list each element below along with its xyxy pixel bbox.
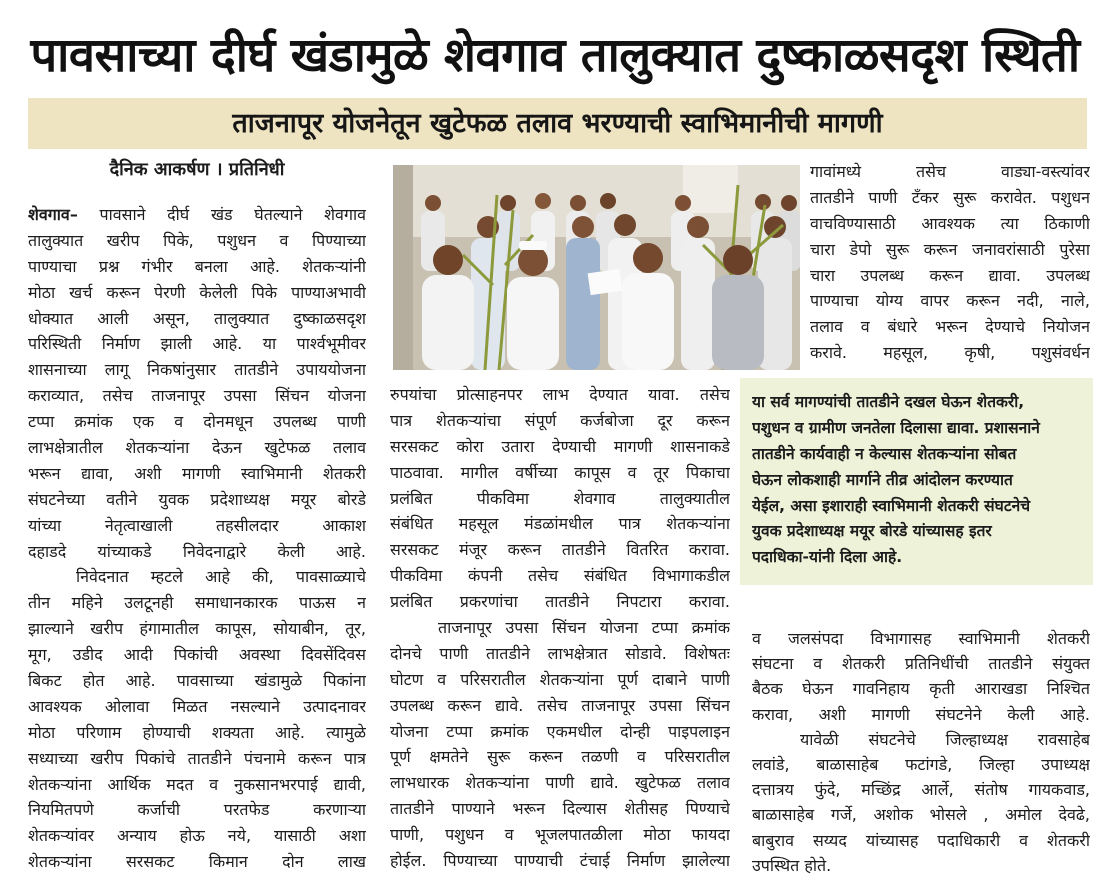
- article-paragraph: [28, 564, 366, 875]
- text-line: संबंधित महसूल मंडळांमधील पात्र शेतकऱ्यांना: [390, 514, 730, 534]
- text-line: झाल्याने खरीप हंगामातील कापूस, सोयाबीन, तूर,: [28, 619, 366, 639]
- text-line: मोठा खर्च करून पेरणी केलेली पिके पाण्याअभावी: [28, 282, 366, 302]
- text-line: रुपयांचा प्रोत्साहनपर लाभ देण्यात यावा. तसेच: [390, 385, 730, 404]
- text-line: सरसकट कोरा उतारा देण्याची मागणी शासनाकडे: [390, 436, 730, 456]
- column-3-bottom: [752, 626, 1090, 878]
- headline: पावसाच्या दीर्घ खंडामुळे शेवगाव तालुक्यात दुष्काळसदृश स्थिती: [30, 28, 1080, 83]
- text-line: शेतकऱ्यांना आर्थिक मदत व नुकसानभरपाई द्यावी,: [28, 774, 366, 794]
- highlight-box-text: [752, 390, 1083, 571]
- text-line: लाभक्षेत्रातील शेतकऱ्यांना देऊन खुटेफळ तलाव: [28, 438, 366, 458]
- text-line: करावा, अशी मागणी संघटनेने केली आहे.: [752, 704, 1090, 724]
- text-line: तातडीने पाणी टँकर सुरू करावेत. पशुधन: [810, 187, 1090, 207]
- text-line: बाबुराव सय्यद यांच्यासह पदाधिकारी व शेतकरी: [752, 830, 1090, 850]
- text-line: मूग, उडीद आदी पिकांची अवस्था दिवसेंदिवस: [28, 645, 366, 665]
- text-line: तलाव व बंधारे भरून देण्याचे नियोजन: [810, 317, 1090, 337]
- text-line: धोक्यात आली असून, तालुक्यात दुष्काळसदृश: [28, 308, 366, 328]
- text-line: करावे. महसूल, कृषी, पशुसंवर्धन: [810, 343, 1090, 363]
- article-paragraph: [752, 626, 1090, 727]
- text-line: दहाडदे यांच्याकडे निवेदनाद्वारे केली आहे.: [28, 541, 366, 561]
- article-paragraph: [752, 390, 1083, 571]
- text-line: तीन महिने उलटूनही समाधानकारक पाऊस न: [28, 593, 366, 613]
- dateline: शेवगाव–: [28, 205, 78, 224]
- text-line: येईल, असा इशाराही स्वाभिमानी शेतकरी संघटनेचे: [752, 496, 1031, 515]
- column-2: [390, 382, 730, 874]
- article-paragraph: [752, 727, 1090, 878]
- column-3-top: [810, 159, 1090, 366]
- text-line: पाठवावा. मागील वर्षीच्या कापूस व तूर पिकाचा: [390, 462, 730, 482]
- text-line: घोटण व परिसरातील शेतकऱ्यांना पूर्ण दाबाने पाणी: [390, 669, 730, 689]
- text-line: तालुक्यात खरीप पिके, पशुधन व पिण्याच्या: [28, 230, 366, 250]
- text-line: सध्याच्या खरीप पिकांचे तातडीने पंचनामे करून पात्र: [28, 748, 366, 768]
- text-line: प्रलंबित प्रकरणांचा तातडीने निपटारा करावा.: [390, 592, 730, 612]
- text-line: उपस्थित होते.: [752, 855, 832, 875]
- text-line: चारा उपलब्ध करून द्यावा. उपलब्ध: [810, 265, 1090, 285]
- news-photo-image: [393, 165, 800, 370]
- text-line: चारा डेपो सुरू करून जनावरांसाठी पुरेसा: [810, 239, 1090, 259]
- text-line: पदाधिका-यांनी दिला आहे.: [752, 548, 903, 567]
- article-paragraph: [810, 159, 1090, 366]
- text-line: भरून द्यावा, अशी मागणी स्वाभिमानी शेतकरी: [28, 463, 366, 483]
- text-line: या सर्व मागण्यांची तातडीने दखल घेऊन शेतकरी,: [752, 393, 1025, 411]
- text-line: शेतकऱ्यांवर अन्याय होऊ नये, यासाठी अशा: [28, 826, 366, 846]
- byline: दैनिक आकर्षण । प्रतिनिधी: [109, 159, 285, 180]
- text-line: गावांमध्ये तसेच वाड्या-वस्त्यांवर: [810, 162, 1090, 181]
- text-line: यांच्या नेतृत्वाखाली तहसीलदार आकाश: [28, 515, 366, 535]
- text-line: व जलसंपदा विभागासह स्वाभिमानी शेतकरी: [752, 629, 1090, 648]
- text-line: प्रलंबित पीकविमा शेवगाव तालुक्यातील: [390, 488, 730, 508]
- subheadline: ताजनापूर योजनेतून खुटेफळ तलाव भरण्याची स्वाभिमानीची मागणी: [232, 108, 883, 139]
- text-line: बिकट होत आहे. पावसाच्या खंडामुळे पिकांना: [28, 671, 366, 691]
- text-line-rest: पावसाने दीर्घ खंड घेतल्याने शेवगाव: [99, 205, 366, 224]
- text-line: मोठा परिणाम होण्याची शक्यता आहे. त्यामुळे: [28, 722, 366, 742]
- text-line: निवेदनात म्हटले आहे की, पावसाळ्याचे: [76, 567, 366, 587]
- text-line: उपलब्ध करून द्यावे. तसेच ताजनापूर उपसा सिंचन: [390, 695, 730, 715]
- article-paragraph: [28, 202, 366, 564]
- text-line: [28, 202, 366, 228]
- text-line: आवश्यक ओलावा मिळत नसल्याने उत्पादनावर: [28, 696, 366, 716]
- text-line: सरसकट मंजूर करून तातडीने वितरित करावा.: [390, 540, 730, 560]
- text-line: नियमितपणे कर्जाची परतफेड करणाऱ्या: [28, 800, 366, 820]
- article-paragraph: [390, 615, 730, 874]
- text-line: दत्तात्रय फुंदे, मच्छिंद्र आर्ले, संतोष गायकवाड,: [752, 780, 1090, 800]
- text-line: कराव्यात, तसेच ताजनापूर उपसा सिंचन योजना: [28, 386, 366, 406]
- text-line: योजना टप्पा क्रमांक एकमधील दोन्ही पाइपलाइन: [390, 721, 730, 741]
- text-line: वाचविण्यासाठी आवश्यक त्या ठिकाणी: [810, 213, 1090, 233]
- text-line: बाळासाहेब गर्जे, अशोक भोसले , अमोल देवढे,: [752, 805, 1090, 825]
- text-line: दोनचे पाणी तातडीने लाभक्षेत्रात सोडावे. विशेषतः: [390, 643, 730, 663]
- text-line: पूर्ण क्षमतेने सुरू करून तळणी व परिसरातील: [390, 747, 730, 767]
- subheadline-band: [28, 98, 1087, 149]
- text-line: लवांडे, बाळासाहेब फटांगडे, जिल्हा उपाध्यक्ष: [752, 754, 1090, 774]
- text-line: टप्पा क्रमांक एक व दोनमधून उपलब्ध पाणी: [28, 412, 366, 432]
- text-line: तातडीने कार्यवाही न केल्यास शेतकऱ्यांना सोबत: [752, 444, 1017, 463]
- text-line: तातडीने पाण्याने भरून दिल्यास शेतीसह पिण्याचे: [390, 799, 730, 819]
- text-line: लाभधारक शेतकऱ्यांना पाणी द्यावे. खुटेफळ तलाव: [390, 773, 730, 793]
- text-line: होईल. पिण्याच्या पाण्याची टंचाई निर्माण झालेल्या: [390, 851, 730, 871]
- text-line: पीकविमा कंपनी तसेच संबंधित विभागाकडील: [390, 566, 730, 586]
- text-line: बैठक घेऊन गावनिहाय कृती आराखडा निश्चित: [752, 679, 1090, 699]
- article-paragraph: [390, 382, 730, 615]
- text-line: संघटनेच्या वतीने युवक प्रदेशाध्यक्ष मयूर बोरडे: [28, 489, 366, 509]
- text-line: यावेळी संघटनेचे जिल्हाध्यक्ष रावसाहेब: [800, 729, 1090, 749]
- text-line: शासनाच्या लागू निकषांनुसार तातडीने उपाययोजना: [28, 360, 366, 380]
- text-line: ताजनापूर उपसा सिंचन योजना टप्पा क्रमांक: [438, 618, 730, 638]
- text-line: घेऊन लोकशाही मार्गाने तीव्र आंदोलन करण्यात: [752, 470, 1013, 489]
- text-line: संघटना व शेतकरी प्रतिनिधींची तातडीने संयुक्त: [752, 654, 1090, 674]
- news-photo: [393, 165, 800, 370]
- text-line: पाण्याचा योग्य वापर करून नदी, नाले,: [810, 291, 1090, 311]
- text-line: युवक प्रदेशाध्यक्ष मयूर बोरडे यांच्यासह इतर: [752, 522, 992, 541]
- text-line: पाणी, पशुधन व भूजलपातळीला मोठा फायदा: [390, 825, 730, 845]
- column-1: [28, 202, 366, 875]
- highlight-box: [740, 378, 1093, 585]
- text-line: पात्र शेतकऱ्यांचा संपूर्ण कर्जबोजा दूर करून: [390, 410, 730, 430]
- memorandum-paper: [588, 269, 623, 295]
- text-line: शेतकऱ्यांना सरसकट किमान दोन लाख: [28, 852, 366, 872]
- text-line: पाण्याचा प्रश्न गंभीर बनला आहे. शेतकऱ्यांनी: [28, 256, 366, 276]
- text-line: पशुधन व ग्रामीण जनतेला दिलासा द्यावा. प्रशासनाने: [752, 418, 1040, 437]
- text-line: परिस्थिती निर्माण झाली आहे. या पार्श्वभूमीवर: [28, 334, 366, 354]
